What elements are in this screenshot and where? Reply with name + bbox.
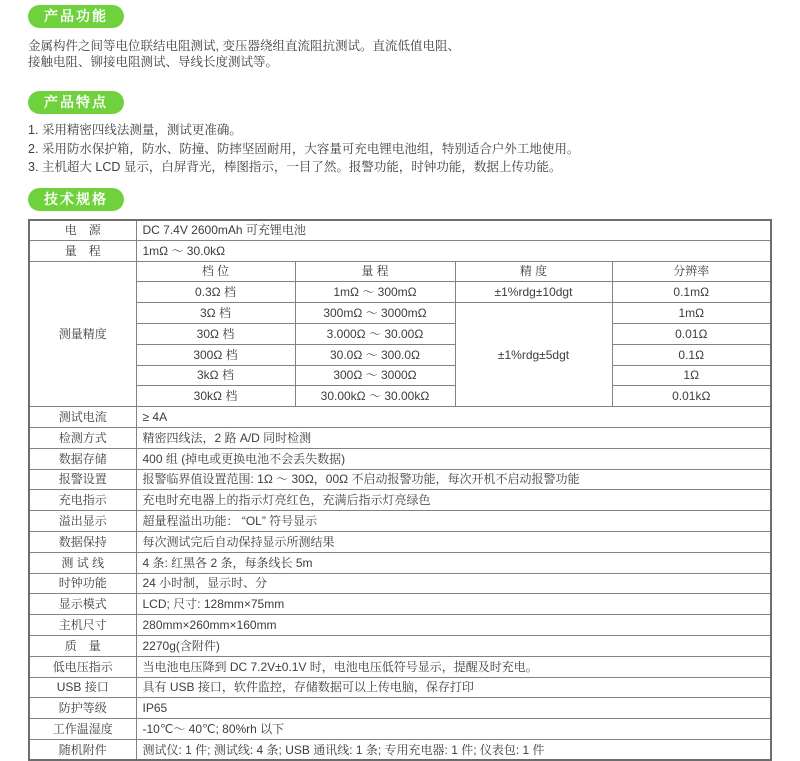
row-label: 显示模式 (29, 594, 136, 615)
row-label: 量 程 (29, 240, 136, 261)
functions-paragraph (28, 38, 772, 70)
table-row (29, 739, 771, 760)
table-row (29, 698, 771, 719)
col-header-range: 量 程 (295, 261, 455, 282)
table-row (29, 635, 771, 656)
row-value: 具有 USB 接口，软件监控，存储数据可以上传电脑，保存打印 (136, 677, 771, 698)
row-label: 时钟功能 (29, 573, 136, 594)
row-value: 当电池电压降到 DC 7.2V±0.1V 时，电池电压低符号显示，提醒及时充电。 (136, 656, 771, 677)
range-cell: 30.00kΩ ～ 30.00kΩ (295, 386, 455, 407)
accuracy-cell-merged: ±1%rdg±5dgt (455, 303, 612, 407)
row-label: 测试电流 (29, 407, 136, 428)
table-row (29, 490, 771, 511)
range-cell: 300mΩ ～ 3000mΩ (295, 303, 455, 324)
row-label: 随机附件 (29, 739, 136, 760)
spec-table (28, 219, 772, 761)
table-row (29, 677, 771, 698)
row-value: 充电时充电器上的指示灯亮红色，充满后指示灯亮绿色 (136, 490, 771, 511)
row-value: 280mm×260mm×160mm (136, 615, 771, 636)
section-badge-features: 产品特点 (28, 91, 124, 114)
row-label: 防护等级 (29, 698, 136, 719)
accuracy-row (29, 323, 771, 344)
gear-cell: 0.3Ω 档 (136, 282, 295, 303)
range-cell: 30.0Ω ～ 300.0Ω (295, 344, 455, 365)
row-value: 报警临界值设置范围: 1Ω ～ 30Ω，00Ω 不启动报警功能，每次开机不启动报警功能 (136, 469, 771, 490)
row-value: 1mΩ ～ 30.0kΩ (136, 240, 771, 261)
gear-cell: 30kΩ 档 (136, 386, 295, 407)
table-row (29, 656, 771, 677)
row-label: 报警设置 (29, 469, 136, 490)
table-row (29, 407, 771, 428)
functions-line: 接触电阻、铆接电阻测试、导线长度测试等。 (28, 55, 279, 69)
table-row (29, 719, 771, 740)
row-label: 充电指示 (29, 490, 136, 511)
gear-cell: 30Ω 档 (136, 323, 295, 344)
table-row (29, 615, 771, 636)
section-badge-functions: 产品功能 (28, 5, 124, 28)
accuracy-row (29, 303, 771, 324)
row-label: 电 源 (29, 220, 136, 241)
row-label: 工作温湿度 (29, 719, 136, 740)
row-value: IP65 (136, 698, 771, 719)
gear-cell: 300Ω 档 (136, 344, 295, 365)
table-row (29, 240, 771, 261)
resolution-cell: 0.01kΩ (612, 386, 771, 407)
row-value: ≥ 4A (136, 407, 771, 428)
row-label: 测 试 线 (29, 552, 136, 573)
row-label: 质 量 (29, 635, 136, 656)
row-label: 低电压指示 (29, 656, 136, 677)
col-header-gear: 档 位 (136, 261, 295, 282)
feature-item: 2. 采用防水保护箱，防水、防撞、防摔坚固耐用，大容量可充电锂电池组，特别适合户外工地使用。 (28, 141, 580, 156)
table-row (29, 469, 771, 490)
accuracy-row (29, 282, 771, 303)
accuracy-row (29, 344, 771, 365)
table-row (29, 594, 771, 615)
row-value: 4 条: 红黑各 2 条，每条线长 5m (136, 552, 771, 573)
table-row (29, 448, 771, 469)
resolution-cell: 0.1mΩ (612, 282, 771, 303)
features-list (28, 121, 772, 177)
gear-cell: 3kΩ 档 (136, 365, 295, 386)
resolution-cell: 1Ω (612, 365, 771, 386)
accuracy-header-row (29, 261, 771, 282)
feature-item: 1. 采用精密四线法测量，测试更准确。 (28, 123, 242, 137)
section-badge-specs: 技术规格 (28, 188, 124, 211)
range-cell: 300Ω ～ 3000Ω (295, 365, 455, 386)
range-cell: 3.000Ω ～ 30.00Ω (295, 323, 455, 344)
row-value: 超量程溢出功能： “OL” 符号显示 (136, 511, 771, 532)
row-label: 数据存储 (29, 448, 136, 469)
row-value: 400 组 (掉电或更换电池不会丢失数据) (136, 448, 771, 469)
table-row (29, 573, 771, 594)
accuracy-section-label: 测量精度 (29, 261, 136, 407)
row-value: 2270g(含附件) (136, 635, 771, 656)
row-value: LCD; 尺寸: 128mm×75mm (136, 594, 771, 615)
feature-item: 3. 主机超大 LCD 显示，白屏背光，棒图指示，一目了然。报警功能，时钟功能，数据上传功能。 (28, 160, 562, 174)
accuracy-cell: ±1%rdg±10dgt (455, 282, 612, 303)
row-value: 24 小时制，显示时、分 (136, 573, 771, 594)
row-value: 测试仪: 1 件; 测试线: 4 条; USB 通讯线: 1 条; 专用充电器: 1 件; 仪表包: 1 件 (136, 739, 771, 760)
row-value: 每次测试完后自动保持显示所测结果 (136, 531, 771, 552)
row-label: 数据保持 (29, 531, 136, 552)
row-label: 检测方式 (29, 427, 136, 448)
accuracy-row (29, 386, 771, 407)
accuracy-row (29, 365, 771, 386)
resolution-cell: 0.1Ω (612, 344, 771, 365)
table-row (29, 511, 771, 532)
col-header-accuracy: 精 度 (455, 261, 612, 282)
col-header-resolution: 分辨率 (612, 261, 771, 282)
table-row (29, 220, 771, 241)
row-label: 主机尺寸 (29, 615, 136, 636)
resolution-cell: 1mΩ (612, 303, 771, 324)
row-value: -10℃～ 40℃; 80%rh 以下 (136, 719, 771, 740)
table-row (29, 552, 771, 573)
row-value: DC 7.4V 2600mAh 可充锂电池 (136, 220, 771, 241)
functions-line: 金属构件之间等电位联结电阻测试, 变压器绕组直流阻抗测试。直流低值电阻、 (28, 39, 460, 53)
table-row (29, 427, 771, 448)
row-label: 溢出显示 (29, 511, 136, 532)
range-cell: 1mΩ ～ 300mΩ (295, 282, 455, 303)
gear-cell: 3Ω 档 (136, 303, 295, 324)
resolution-cell: 0.01Ω (612, 323, 771, 344)
table-row (29, 531, 771, 552)
row-value: 精密四线法，2 路 A/D 同时检测 (136, 427, 771, 448)
row-label: USB 接口 (29, 677, 136, 698)
